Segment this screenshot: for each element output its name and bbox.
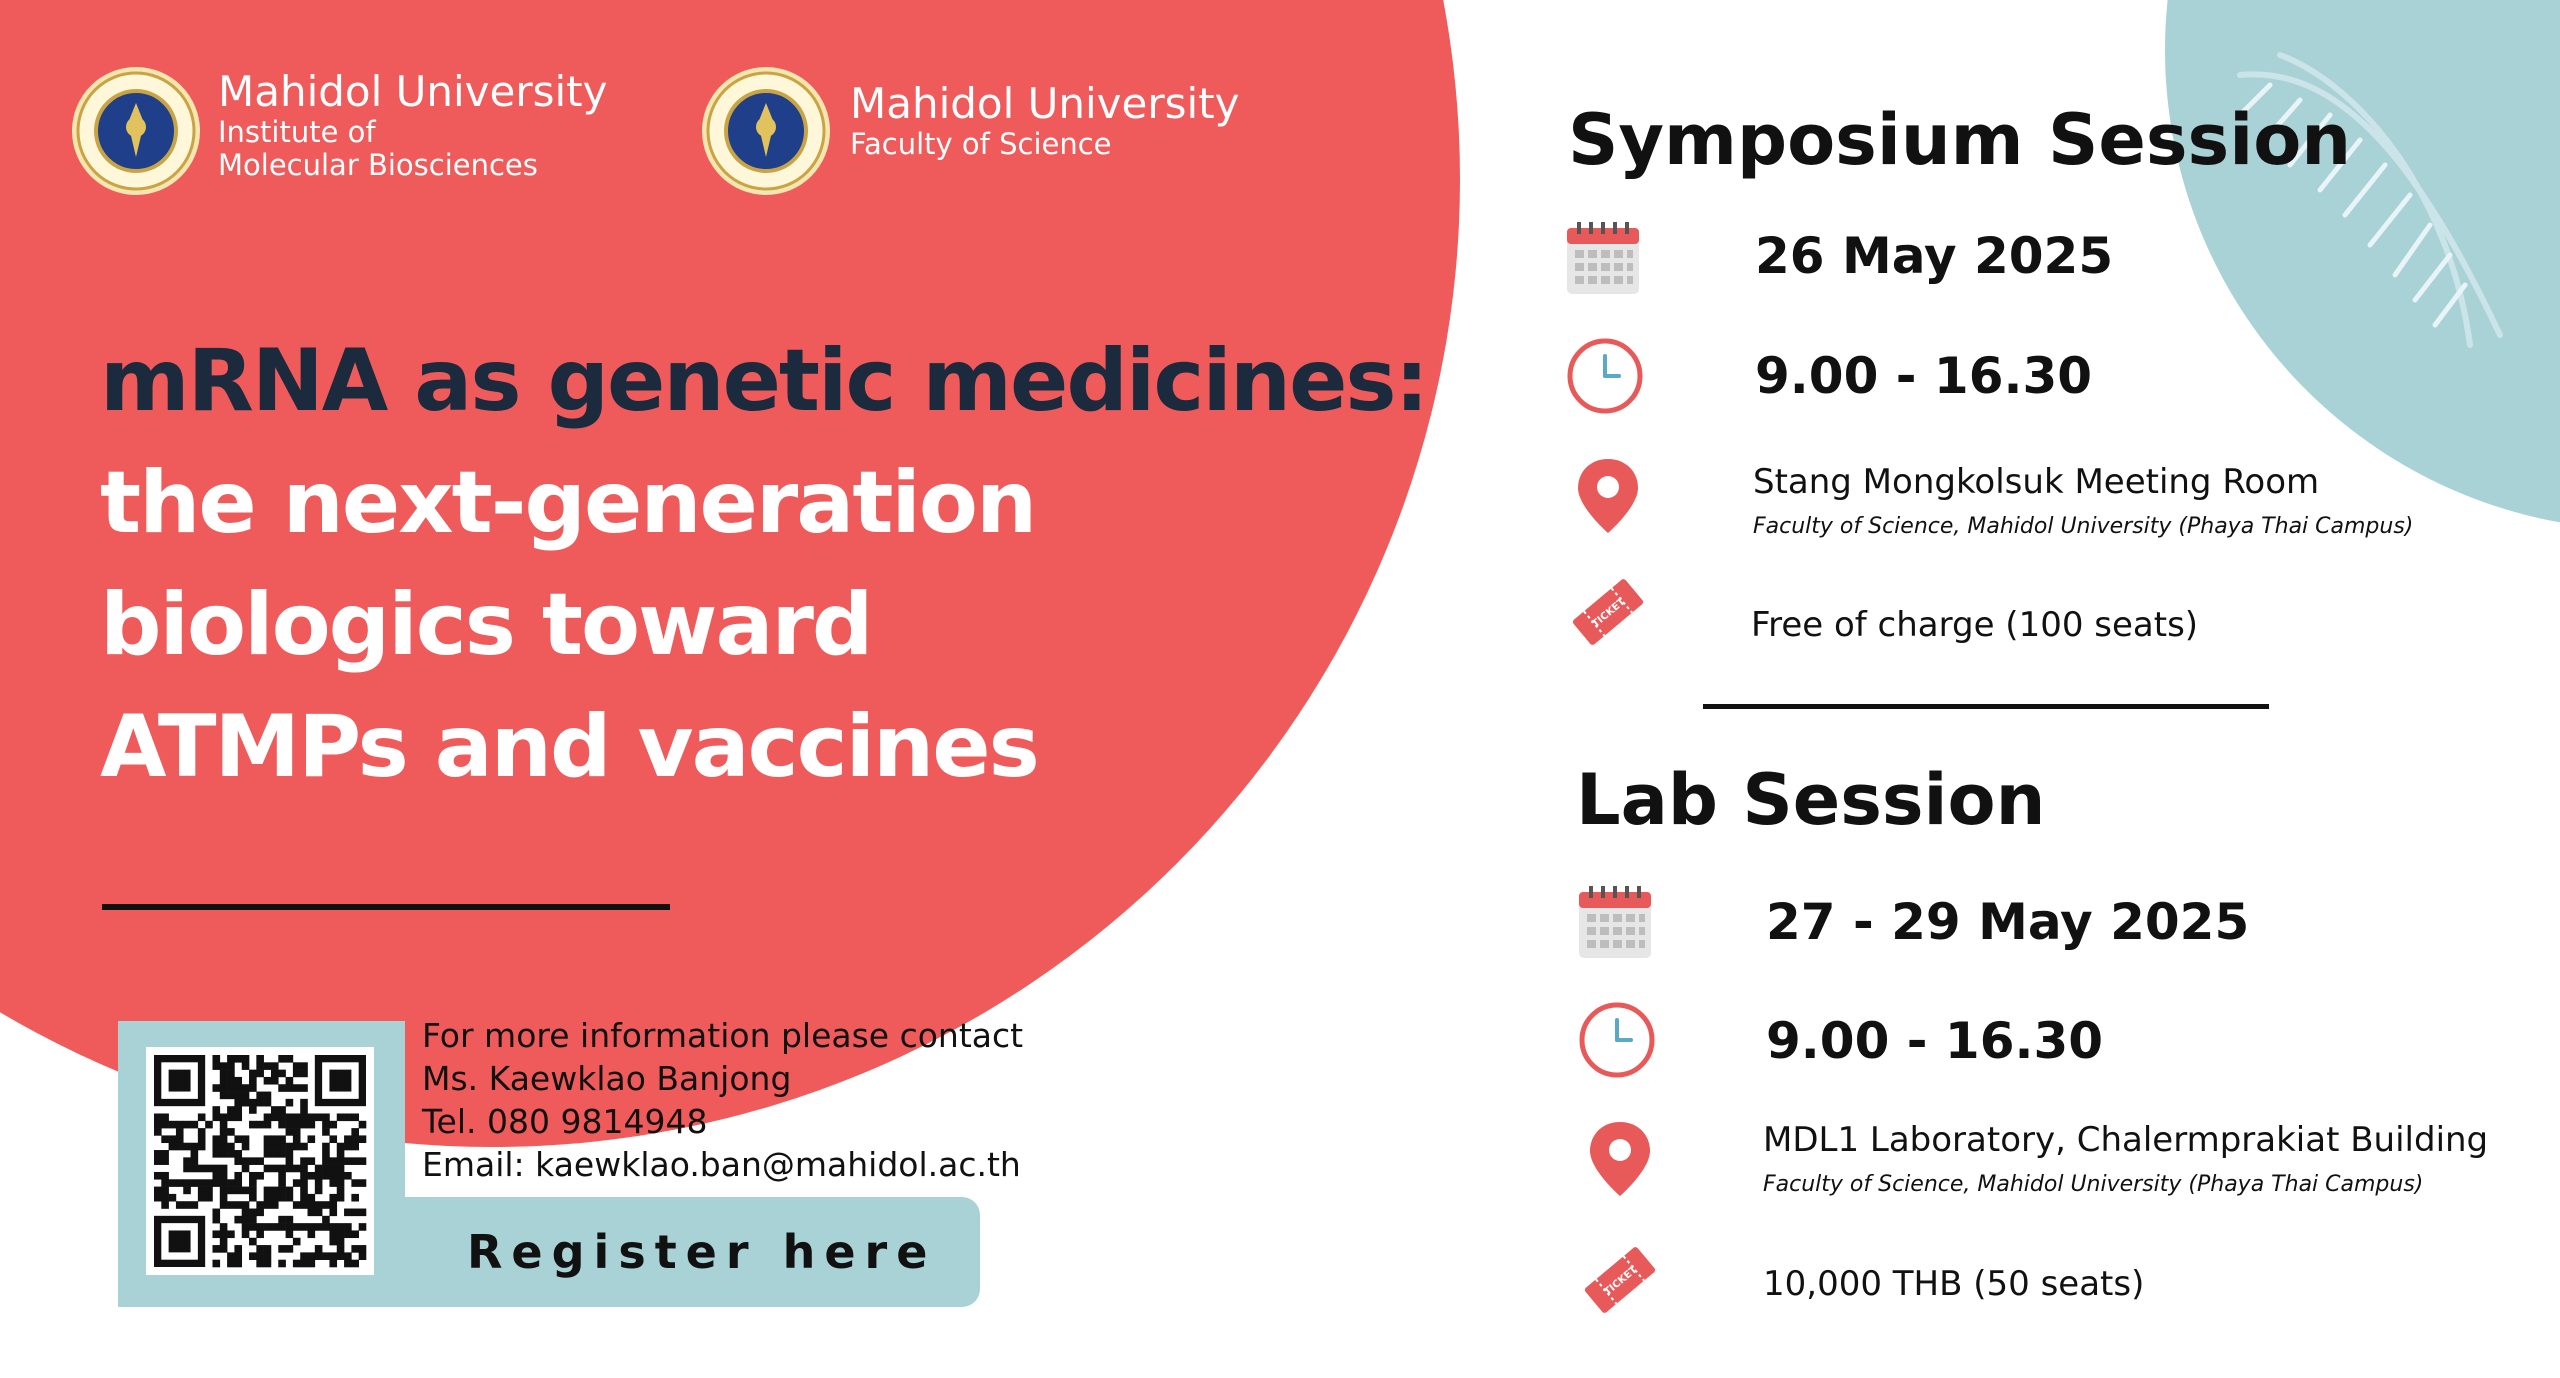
clock-icon (1577, 1000, 1657, 1080)
contact-line: For more information please contact (422, 1016, 1024, 1055)
qr-code-icon[interactable] (146, 1047, 374, 1275)
symposium-date: 26 May 2025 (1755, 227, 2114, 285)
divider (1703, 704, 2269, 709)
logo-subtitle: Faculty of Science (850, 127, 1112, 161)
symposium-venue-detail: Faculty of Science, Mahidol University (Phaya Thai Campus) (1753, 514, 2414, 539)
logo-title: Mahidol University (218, 67, 608, 116)
ticket-icon (1580, 1240, 1660, 1320)
contact-name: Ms. Kaewklao Banjong (422, 1059, 792, 1098)
lab-title: Lab Session (1576, 759, 2046, 841)
lab-venue-detail: Faculty of Science, Mahidol University (Phaya Thai Campus) (1763, 1172, 2424, 1197)
symposium-venue: Stang Mongkolsuk Meeting Room (1753, 462, 2320, 502)
symposium-time: 9.00 - 16.30 (1755, 347, 2093, 405)
lab-date: 27 - 29 May 2025 (1766, 893, 2250, 951)
logo-subtitle: Institute of (218, 115, 376, 149)
university-seal-icon (700, 65, 832, 197)
divider (102, 904, 670, 910)
calendar-icon (1563, 218, 1643, 298)
location-pin-icon (1568, 455, 1648, 535)
location-pin-icon (1580, 1118, 1660, 1198)
headline-line-2: the next-generation (100, 453, 1036, 553)
lab-time: 9.00 - 16.30 (1766, 1012, 2104, 1070)
logo-subtitle: Molecular Biosciences (218, 148, 538, 182)
contact-info (422, 1014, 1023, 1186)
symposium-title: Symposium Session (1568, 99, 2352, 181)
event-headline (100, 320, 1427, 808)
svg-text:TICKET: TICKET (1602, 1264, 1640, 1298)
logo-title: Mahidol University (850, 79, 1240, 128)
headline-line-4: ATMPs and vaccines (100, 697, 1038, 797)
lab-venue: MDL1 Laboratory, Chalermprakiat Building (1763, 1120, 2489, 1160)
calendar-icon (1575, 882, 1655, 962)
contact-email: Email: kaewklao.ban@mahidol.ac.th (422, 1145, 1021, 1184)
symposium-fee: Free of charge (100 seats) (1751, 605, 2199, 645)
clock-icon (1565, 336, 1645, 416)
svg-text:TICKET: TICKET (1590, 596, 1628, 630)
headline-line-1: mRNA as genetic medicines: (100, 331, 1427, 431)
lab-fee: 10,000 THB (50 seats) (1763, 1264, 2145, 1304)
headline-line-3: biologics toward (100, 575, 872, 675)
ticket-icon (1568, 572, 1648, 652)
register-button[interactable]: Register here (405, 1197, 980, 1307)
dna-icon (2220, 45, 2520, 360)
university-seal-icon (70, 65, 202, 197)
contact-phone: Tel. 080 9814948 (422, 1102, 708, 1141)
